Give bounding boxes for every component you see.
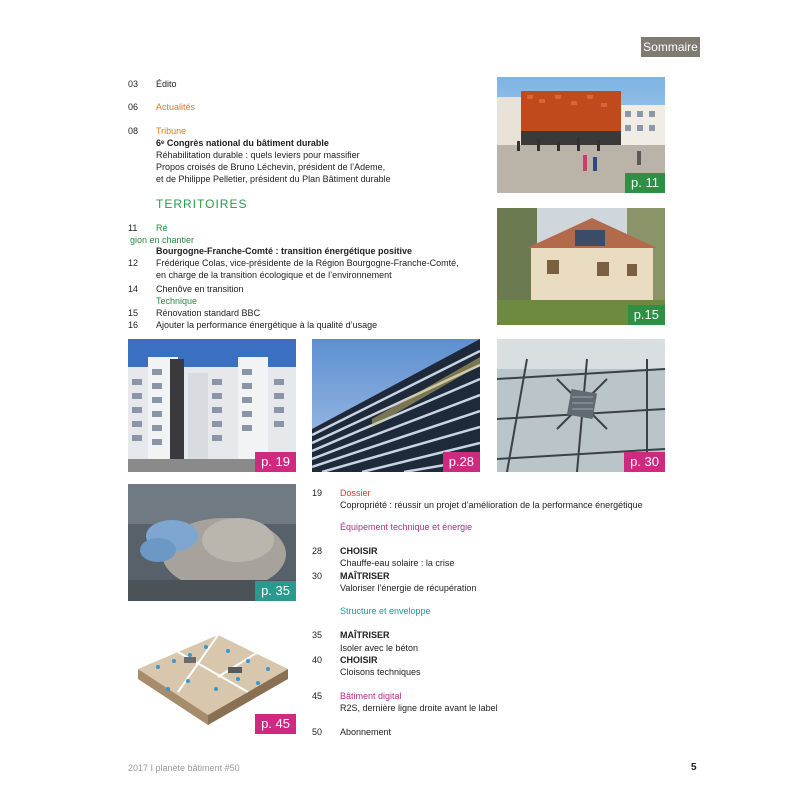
toc-category: Bâtiment digital xyxy=(340,691,402,701)
toc-page: 03 xyxy=(128,79,139,89)
toc-page: 08 xyxy=(128,126,139,136)
page-badge: p. 35 xyxy=(255,581,296,601)
toc-label: CHOISIR xyxy=(340,655,378,665)
toc-label: MAÎTRISER xyxy=(340,571,390,581)
toc-title[interactable]: Bourgogne-Franche-Comté : transition énergétique positive xyxy=(156,246,413,256)
toc-title[interactable]: Chenôve en transition xyxy=(156,284,244,294)
toc-page: 28 xyxy=(312,546,323,556)
photo-apartments[interactable] xyxy=(128,339,296,472)
photo-floor-drain[interactable] xyxy=(497,339,665,472)
toc-page: 16 xyxy=(128,320,139,330)
section-heading-territoires: TERRITOIRES xyxy=(156,197,248,211)
toc-line: et de Philippe Pelletier, président du Plan Bâtiment durable xyxy=(156,174,391,184)
toc-title[interactable]: R2S, dernière ligne droite avant le label xyxy=(340,703,498,713)
page-badge: p. 11 xyxy=(625,173,665,193)
toc-category: Technique xyxy=(156,296,198,306)
toc-line: en charge de la transition écologique et de l’environnement xyxy=(156,270,392,280)
toc-page: 40 xyxy=(312,655,323,665)
toc-page: 30 xyxy=(312,571,323,581)
toc-page: 50 xyxy=(312,727,323,737)
toc-page: 12 xyxy=(128,258,139,268)
toc-title[interactable]: Rénovation standard BBC xyxy=(156,308,261,318)
toc-category: gion en chantier xyxy=(130,235,195,245)
toc-page: 06 xyxy=(128,102,139,112)
toc-title[interactable]: Chauffe-eau solaire : la crise xyxy=(340,558,455,568)
toc-category: Ré xyxy=(156,223,168,233)
toc-title[interactable]: Copropriété : réussir un projet d’amélioration de la performance énergétique xyxy=(340,500,643,510)
photo-digital-plan[interactable] xyxy=(128,617,296,734)
page-badge: p.15 xyxy=(628,305,665,325)
photo-building-plaza[interactable] xyxy=(497,77,665,193)
toc-title[interactable]: Ajouter la performance énergétique à la qualité d’usage xyxy=(156,320,378,330)
page-badge: p. 45 xyxy=(255,714,296,734)
toc-title[interactable]: Abonnement xyxy=(340,727,392,737)
section-heading-structure: Structure et enveloppe xyxy=(340,606,431,616)
section-tab: Sommaire xyxy=(641,37,700,57)
toc-title[interactable]: Cloisons techniques xyxy=(340,667,421,677)
page-badge: p.28 xyxy=(443,452,480,472)
photo-house[interactable] xyxy=(497,208,665,325)
toc-category: Tribune xyxy=(156,126,187,136)
toc-page: 15 xyxy=(128,308,139,318)
toc-title[interactable]: Valoriser l’énergie de récupération xyxy=(340,583,477,593)
toc-title[interactable]: Actualités xyxy=(156,102,196,112)
toc-page: 14 xyxy=(128,284,139,294)
toc-title[interactable]: 6ᵉ Congrès national du bâtiment durable xyxy=(156,138,329,148)
toc-title[interactable]: Isoler avec le béton xyxy=(340,643,419,653)
page-badge: p. 30 xyxy=(624,452,665,472)
toc-page: 35 xyxy=(312,630,323,640)
page-badge: p. 19 xyxy=(255,452,296,472)
toc-page: 11 xyxy=(128,223,138,233)
page-number: 5 xyxy=(691,762,697,773)
toc-title[interactable]: Édito xyxy=(156,79,177,89)
toc-category: Dossier xyxy=(340,488,371,498)
toc-line[interactable]: Frédérique Colas, vice-présidente de la Région Bourgogne-Franche-Comté, xyxy=(156,258,459,268)
toc-label: CHOISIR xyxy=(340,546,378,556)
toc-label: MAÎTRISER xyxy=(340,630,390,640)
toc-page: 45 xyxy=(312,691,323,701)
photo-solar-tubes[interactable] xyxy=(312,339,480,472)
toc-line: Réhabilitation durable : quels leviers pour massifier xyxy=(156,150,360,160)
photo-concrete[interactable] xyxy=(128,484,296,601)
section-heading-equipement: Équipement technique et énergie xyxy=(340,522,473,532)
footer-publication: 2017 I planète bâtiment #50 xyxy=(128,763,240,773)
toc-line: Propos croisés de Bruno Léchevin, président de l’Ademe, xyxy=(156,162,386,172)
toc-page: 19 xyxy=(312,488,323,498)
